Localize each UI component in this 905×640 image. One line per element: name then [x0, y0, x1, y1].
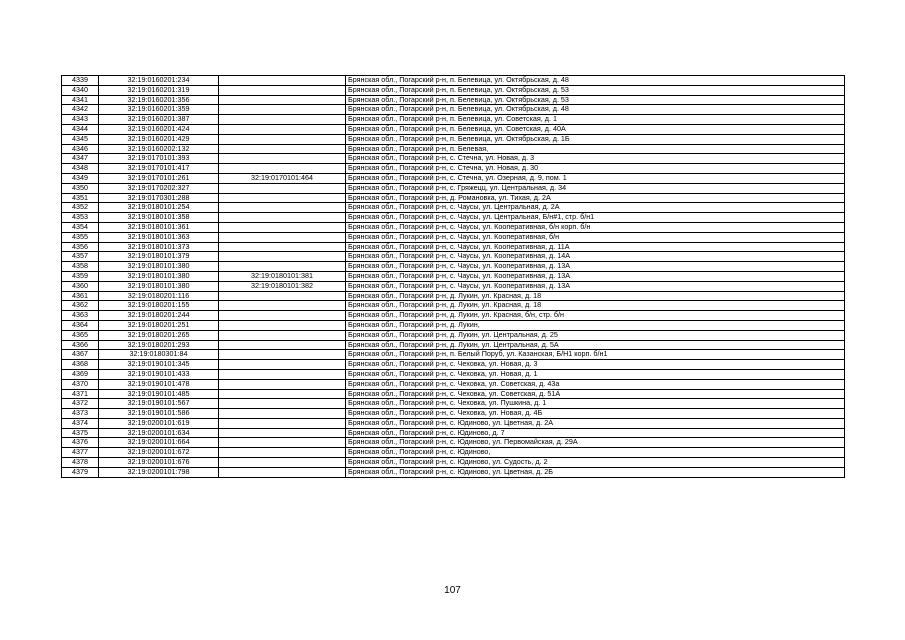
row-number-cell: 4370 — [62, 379, 99, 389]
address-cell: Брянская обл., Погарский р-н, п. Белый Поруб, ул. Казанская, Б/Н1 корп. б/н1 — [346, 350, 845, 360]
address-cell: Брянская обл., Погарский р-н, с. Юдиново, ул. Цветная, д. 2Б — [346, 467, 845, 477]
address-cell: Брянская обл., Погарский р-н, с. Чеховка, ул. Советская, д. 43а — [346, 379, 845, 389]
cadastral-number-cell: 32:19:0200101:619 — [99, 418, 219, 428]
related-cadastral-number-cell — [219, 124, 346, 134]
related-cadastral-number-cell — [219, 105, 346, 115]
related-cadastral-number-cell — [219, 154, 346, 164]
address-cell: Брянская обл., Погарский р-н, п. Белевица, ул. Советская, д. 40А — [346, 124, 845, 134]
table-row — [62, 409, 845, 419]
table-row — [62, 438, 845, 448]
related-cadastral-number-cell — [219, 134, 346, 144]
table-row — [62, 134, 845, 144]
table-row — [62, 105, 845, 115]
table-row — [62, 154, 845, 164]
related-cadastral-number-cell — [219, 428, 346, 438]
address-cell: Брянская обл., Погарский р-н, с. Юдиново, ул. Первомайская, д. 29А — [346, 438, 845, 448]
registry-table — [61, 75, 845, 478]
table-row — [62, 124, 845, 134]
related-cadastral-number-cell — [219, 330, 346, 340]
row-number-cell: 4343 — [62, 115, 99, 125]
cadastral-number-cell: 32:19:0200101:798 — [99, 467, 219, 477]
address-cell: Брянская обл., Погарский р-н, д. Романовка, ул. Тихая, д. 2А — [346, 193, 845, 203]
table-row — [62, 85, 845, 95]
row-number-cell: 4340 — [62, 85, 99, 95]
table-row — [62, 183, 845, 193]
address-cell: Брянская обл., Погарский р-н, с. Чаусы, ул. Кооперативная, д. 13А — [346, 271, 845, 281]
cadastral-number-cell: 32:19:0190101:433 — [99, 369, 219, 379]
related-cadastral-number-cell — [219, 262, 346, 272]
address-cell: Брянская обл., Погарский р-н, с. Чеховка, ул. Советская, д. 51А — [346, 389, 845, 399]
address-cell: Брянская обл., Погарский р-н, п. Белевица, ул. Октябрьская, д. 48 — [346, 76, 845, 86]
row-number-cell: 4345 — [62, 134, 99, 144]
cadastral-number-cell: 32:19:0180101:380 — [99, 281, 219, 291]
row-number-cell: 4341 — [62, 95, 99, 105]
address-cell: Брянская обл., Погарский р-н, с. Юдиново, д. 7 — [346, 428, 845, 438]
row-number-cell: 4364 — [62, 320, 99, 330]
related-cadastral-number-cell — [219, 242, 346, 252]
related-cadastral-number-cell — [219, 320, 346, 330]
related-cadastral-number-cell — [219, 458, 346, 468]
related-cadastral-number-cell — [219, 232, 346, 242]
related-cadastral-number-cell — [219, 85, 346, 95]
related-cadastral-number-cell — [219, 340, 346, 350]
cadastral-number-cell: 32:19:0180101:379 — [99, 252, 219, 262]
cadastral-number-cell: 32:19:0160201:387 — [99, 115, 219, 125]
address-cell: Брянская обл., Погарский р-н, с. Юдиново, ул. Судость, д. 2 — [346, 458, 845, 468]
table-row — [62, 193, 845, 203]
table-row — [62, 291, 845, 301]
address-cell: Брянская обл., Погарский р-н, с. Чеховка, ул. Новая, д. 4Б — [346, 409, 845, 419]
address-cell: Брянская обл., Погарский р-н, с. Чаусы, ул. Кооперативная, д. 14А — [346, 252, 845, 262]
cadastral-number-cell: 32:19:0160201:319 — [99, 85, 219, 95]
cadastral-number-cell: 32:19:0160201:234 — [99, 76, 219, 86]
row-number-cell: 4342 — [62, 105, 99, 115]
table-row — [62, 340, 845, 350]
table-row — [62, 76, 845, 86]
related-cadastral-number-cell — [219, 144, 346, 154]
address-cell: Брянская обл., Погарский р-н, с. Чаусы, ул. Кооперативная, д. 13А — [346, 281, 845, 291]
cadastral-number-cell: 32:19:0200101:676 — [99, 458, 219, 468]
address-cell: Брянская обл., Погарский р-н, с. Гряжецц, ул. Центральная, д. 34 — [346, 183, 845, 193]
row-number-cell: 4347 — [62, 154, 99, 164]
row-number-cell: 4339 — [62, 76, 99, 86]
row-number-cell: 4352 — [62, 203, 99, 213]
address-cell: Брянская обл., Погарский р-н, с. Чаусы, ул. Кооперативная, б/н корп. б/н — [346, 222, 845, 232]
row-number-cell: 4349 — [62, 173, 99, 183]
related-cadastral-number-cell — [219, 252, 346, 262]
address-cell: Брянская обл., Погарский р-н, с. Чаусы, ул. Кооперативная, д. 11А — [346, 242, 845, 252]
cadastral-number-cell: 32:19:0190101:478 — [99, 379, 219, 389]
cadastral-number-cell: 32:19:0160201:429 — [99, 134, 219, 144]
related-cadastral-number-cell — [219, 369, 346, 379]
row-number-cell: 4362 — [62, 301, 99, 311]
row-number-cell: 4378 — [62, 458, 99, 468]
cadastral-number-cell: 32:19:0180101:363 — [99, 232, 219, 242]
related-cadastral-number-cell — [219, 76, 346, 86]
table-row — [62, 418, 845, 428]
row-number-cell: 4356 — [62, 242, 99, 252]
cadastral-number-cell: 32:19:0160201:359 — [99, 105, 219, 115]
related-cadastral-number-cell — [219, 448, 346, 458]
cadastral-number-cell: 32:19:0160202:132 — [99, 144, 219, 154]
address-cell: Брянская обл., Погарский р-н, п. Белевица, ул. Октябрьская, д. 48 — [346, 105, 845, 115]
related-cadastral-number-cell — [219, 311, 346, 321]
related-cadastral-number-cell: 32:19:0180101:382 — [219, 281, 346, 291]
cadastral-number-cell: 32:19:0190101:345 — [99, 360, 219, 370]
address-cell: Брянская обл., Погарский р-н, с. Юдиново, ул. Цветная, д. 2А — [346, 418, 845, 428]
cadastral-number-cell: 32:19:0200101:664 — [99, 438, 219, 448]
cadastral-number-cell: 32:19:0200101:672 — [99, 448, 219, 458]
address-cell: Брянская обл., Погарский р-н, д. Лукин, ул. Центральная, д. 25 — [346, 330, 845, 340]
related-cadastral-number-cell: 32:19:0180101:381 — [219, 271, 346, 281]
address-cell: Брянская обл., Погарский р-н, п. Белевица, ул. Советская, д. 1 — [346, 115, 845, 125]
table-row — [62, 320, 845, 330]
row-number-cell: 4368 — [62, 360, 99, 370]
related-cadastral-number-cell — [219, 350, 346, 360]
related-cadastral-number-cell — [219, 379, 346, 389]
table-row — [62, 173, 845, 183]
cadastral-number-cell: 32:19:0170301:288 — [99, 193, 219, 203]
table-row — [62, 389, 845, 399]
row-number-cell: 4357 — [62, 252, 99, 262]
table-row — [62, 350, 845, 360]
table-row — [62, 115, 845, 125]
cadastral-number-cell: 32:19:0180301:84 — [99, 350, 219, 360]
table-row — [62, 360, 845, 370]
cadastral-number-cell: 32:19:0180101:373 — [99, 242, 219, 252]
row-number-cell: 4373 — [62, 409, 99, 419]
cadastral-number-cell: 32:19:0180101:254 — [99, 203, 219, 213]
address-cell: Брянская обл., Погарский р-н, с. Чаусы, ул. Центральная, Б/н#1, стр. б/н1 — [346, 213, 845, 223]
table-row — [62, 164, 845, 174]
page-number: 107 — [444, 585, 461, 596]
cadastral-number-cell: 32:19:0190101:567 — [99, 399, 219, 409]
related-cadastral-number-cell — [219, 409, 346, 419]
cadastral-number-cell: 32:19:0170101:261 — [99, 173, 219, 183]
address-cell: Брянская обл., Погарский р-н, п. Белевица, ул. Октябрьская, д. 53 — [346, 85, 845, 95]
row-number-cell: 4375 — [62, 428, 99, 438]
address-cell: Брянская обл., Погарский р-н, с. Чеховка, ул. Пушкина, д. 1 — [346, 399, 845, 409]
table-row — [62, 95, 845, 105]
related-cadastral-number-cell — [219, 399, 346, 409]
cadastral-number-cell: 32:19:0180201:265 — [99, 330, 219, 340]
address-cell: Брянская обл., Погарский р-н, с. Чаусы, ул. Кооперативная, д. 13А — [346, 262, 845, 272]
cadastral-number-cell: 32:19:0180101:361 — [99, 222, 219, 232]
row-number-cell: 4344 — [62, 124, 99, 134]
row-number-cell: 4358 — [62, 262, 99, 272]
cadastral-number-cell: 32:19:0180201:251 — [99, 320, 219, 330]
table-row — [62, 448, 845, 458]
row-number-cell: 4350 — [62, 183, 99, 193]
row-number-cell: 4346 — [62, 144, 99, 154]
cadastral-number-cell: 32:19:0180101:380 — [99, 271, 219, 281]
row-number-cell: 4360 — [62, 281, 99, 291]
address-cell: Брянская обл., Погарский р-н, с. Юдиново, — [346, 448, 845, 458]
table-row — [62, 399, 845, 409]
table-row — [62, 467, 845, 477]
table-row — [62, 301, 845, 311]
table-row — [62, 262, 845, 272]
cadastral-number-cell: 32:19:0180201:293 — [99, 340, 219, 350]
related-cadastral-number-cell — [219, 203, 346, 213]
address-cell: Брянская обл., Погарский р-н, с. Чаусы, ул. Центральная, д. 2А — [346, 203, 845, 213]
row-number-cell: 4348 — [62, 164, 99, 174]
address-cell: Брянская обл., Погарский р-н, п. Белевая, — [346, 144, 845, 154]
cadastral-number-cell: 32:19:0160201:424 — [99, 124, 219, 134]
table-row — [62, 144, 845, 154]
table-row — [62, 428, 845, 438]
related-cadastral-number-cell — [219, 193, 346, 203]
table-row — [62, 222, 845, 232]
cadastral-number-cell: 32:19:0180101:358 — [99, 213, 219, 223]
related-cadastral-number-cell — [219, 95, 346, 105]
address-cell: Брянская обл., Погарский р-н, с. Стечна, ул. Новая, д. 3 — [346, 154, 845, 164]
row-number-cell: 4372 — [62, 399, 99, 409]
row-number-cell: 4374 — [62, 418, 99, 428]
row-number-cell: 4371 — [62, 389, 99, 399]
cadastral-number-cell: 32:19:0180201:244 — [99, 311, 219, 321]
address-cell: Брянская обл., Погарский р-н, с. Стечна, ул. Озерная, д. 9, пом. 1 — [346, 173, 845, 183]
related-cadastral-number-cell — [219, 438, 346, 448]
address-cell: Брянская обл., Погарский р-н, д. Лукин, — [346, 320, 845, 330]
table-row — [62, 271, 845, 281]
related-cadastral-number-cell — [219, 222, 346, 232]
row-number-cell: 4377 — [62, 448, 99, 458]
cadastral-number-cell: 32:19:0190101:485 — [99, 389, 219, 399]
address-cell: Брянская обл., Погарский р-н, д. Лукин, ул. Красная, д. 18 — [346, 301, 845, 311]
address-cell: Брянская обл., Погарский р-н, с. Стечна, ул. Новая, д. 30 — [346, 164, 845, 174]
related-cadastral-number-cell — [219, 360, 346, 370]
related-cadastral-number-cell — [219, 467, 346, 477]
cadastral-number-cell: 32:19:0170101:417 — [99, 164, 219, 174]
table-row — [62, 369, 845, 379]
row-number-cell: 4379 — [62, 467, 99, 477]
row-number-cell: 4376 — [62, 438, 99, 448]
address-cell: Брянская обл., Погарский р-н, с. Чеховка, ул. Новая, д. 1 — [346, 369, 845, 379]
table-row — [62, 281, 845, 291]
table-row — [62, 252, 845, 262]
row-number-cell: 4359 — [62, 271, 99, 281]
address-cell: Брянская обл., Погарский р-н, д. Лукин, ул. Центральная, д. 5А — [346, 340, 845, 350]
related-cadastral-number-cell — [219, 291, 346, 301]
table-body — [62, 76, 845, 478]
related-cadastral-number-cell — [219, 389, 346, 399]
address-cell: Брянская обл., Погарский р-н, п. Белевица, ул. Октябрьская, д. 1Б — [346, 134, 845, 144]
row-number-cell: 4363 — [62, 311, 99, 321]
related-cadastral-number-cell: 32:19:0170101:464 — [219, 173, 346, 183]
row-number-cell: 4365 — [62, 330, 99, 340]
cadastral-number-cell: 32:19:0170202:327 — [99, 183, 219, 193]
row-number-cell: 4366 — [62, 340, 99, 350]
address-cell: Брянская обл., Погарский р-н, п. Белевица, ул. Октябрьская, д. 53 — [346, 95, 845, 105]
row-number-cell: 4369 — [62, 369, 99, 379]
related-cadastral-number-cell — [219, 164, 346, 174]
cadastral-number-cell: 32:19:0190101:586 — [99, 409, 219, 419]
table-row — [62, 213, 845, 223]
related-cadastral-number-cell — [219, 115, 346, 125]
table-row — [62, 311, 845, 321]
address-cell: Брянская обл., Погарский р-н, с. Чаусы, ул. Кооперативная, б/н — [346, 232, 845, 242]
row-number-cell: 4353 — [62, 213, 99, 223]
row-number-cell: 4367 — [62, 350, 99, 360]
row-number-cell: 4354 — [62, 222, 99, 232]
cadastral-number-cell: 32:19:0160201:356 — [99, 95, 219, 105]
related-cadastral-number-cell — [219, 301, 346, 311]
cadastral-number-cell: 32:19:0200101:634 — [99, 428, 219, 438]
row-number-cell: 4355 — [62, 232, 99, 242]
cadastral-number-cell: 32:19:0180201:116 — [99, 291, 219, 301]
table-row — [62, 379, 845, 389]
row-number-cell: 4361 — [62, 291, 99, 301]
table-row — [62, 232, 845, 242]
address-cell: Брянская обл., Погарский р-н, д. Лукин, ул. Красная, д. 18 — [346, 291, 845, 301]
address-cell: Брянская обл., Погарский р-н, с. Чеховка, ул. Новая, д. 3 — [346, 360, 845, 370]
related-cadastral-number-cell — [219, 213, 346, 223]
table-row — [62, 330, 845, 340]
cadastral-number-cell: 32:19:0170101:393 — [99, 154, 219, 164]
table-row — [62, 242, 845, 252]
row-number-cell: 4351 — [62, 193, 99, 203]
table-row — [62, 458, 845, 468]
cadastral-number-cell: 32:19:0180101:380 — [99, 262, 219, 272]
related-cadastral-number-cell — [219, 183, 346, 193]
address-cell: Брянская обл., Погарский р-н, д. Лукин, ул. Красная, б/н, стр. б/н — [346, 311, 845, 321]
cadastral-number-cell: 32:19:0180201:155 — [99, 301, 219, 311]
table-row — [62, 203, 845, 213]
related-cadastral-number-cell — [219, 418, 346, 428]
